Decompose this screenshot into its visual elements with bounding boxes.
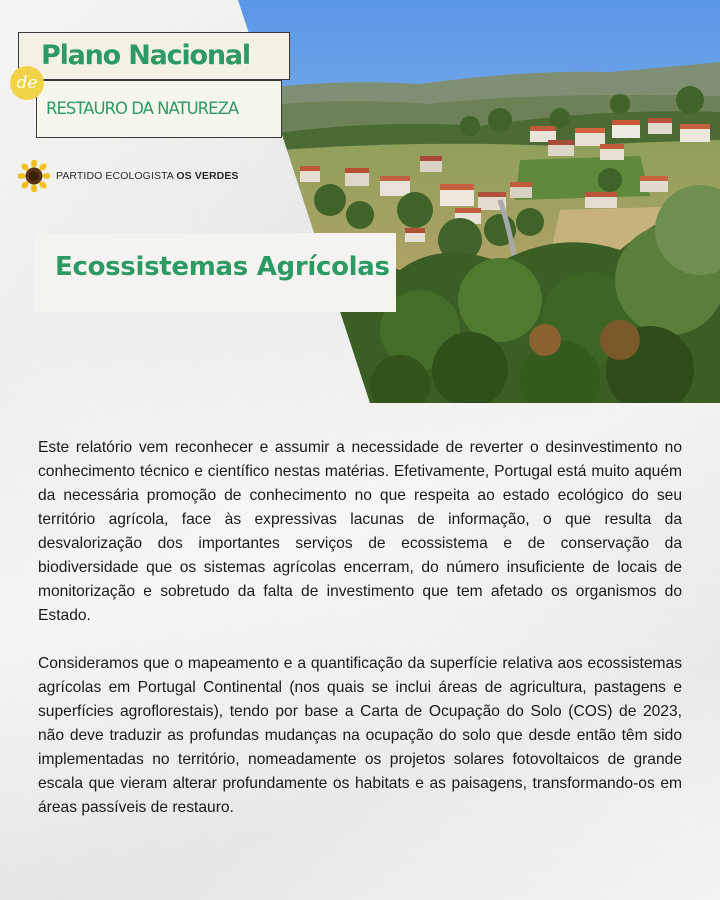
party-name: PARTIDO ECOLOGISTA OS VERDES (56, 170, 239, 182)
logo-connector-text: de (16, 73, 38, 93)
body-text (38, 436, 682, 844)
section-heading-box (35, 233, 396, 312)
logo-title-line2: RESTAURO DA NATUREZA (46, 99, 239, 118)
logo-subtitle-box (36, 80, 282, 138)
logo-connector-badge (10, 66, 44, 100)
paragraph: Consideramos que o mapeamento e a quantificação da superfície relativa aos ecossistemas agrícolas em Portugal Continental (nos quais se inclui áreas de agricultura, pastagens e superfícies agroflorestais), tendo por base a Carta de Ocupação do Solo (COS) de 2023, não deve traduzir as profundas mudanças na ocupação do solo que desde então têm sido implementadas no território, nomeadamente os projetos solares fotovoltaicos de grande escala que vieram alterar profundamente os habitats e as paisagens, transformando-os em áreas passíveis de restauro. (38, 655, 682, 816)
logo-title-box (18, 32, 290, 80)
sunflower-icon (18, 160, 50, 192)
section-heading: Ecossistemas Agrícolas (55, 252, 390, 282)
party-logo (18, 160, 239, 192)
logo-title-line1: Plano Nacional (41, 40, 250, 71)
paragraph: Este relatório vem reconhecer e assumir a necessidade de reverter o desinvestimento no conhecimento técnico e científico nestas matérias. Efetivamente, Portugal está muito aquém da necessária promoção de conhecimento no que respeita ao estado ecológico do seu território agrícola, face às expressivas lacunas de informação, o que resulta da desvalorização dos importantes serviços de ecossistema e de conservação da biodiversidade que os sistemas agrícolas encerram, do número insuficiente de locais de monitorização e sobretudo da falta de investimento que tem afetado os organismos do Estado. (38, 439, 682, 624)
